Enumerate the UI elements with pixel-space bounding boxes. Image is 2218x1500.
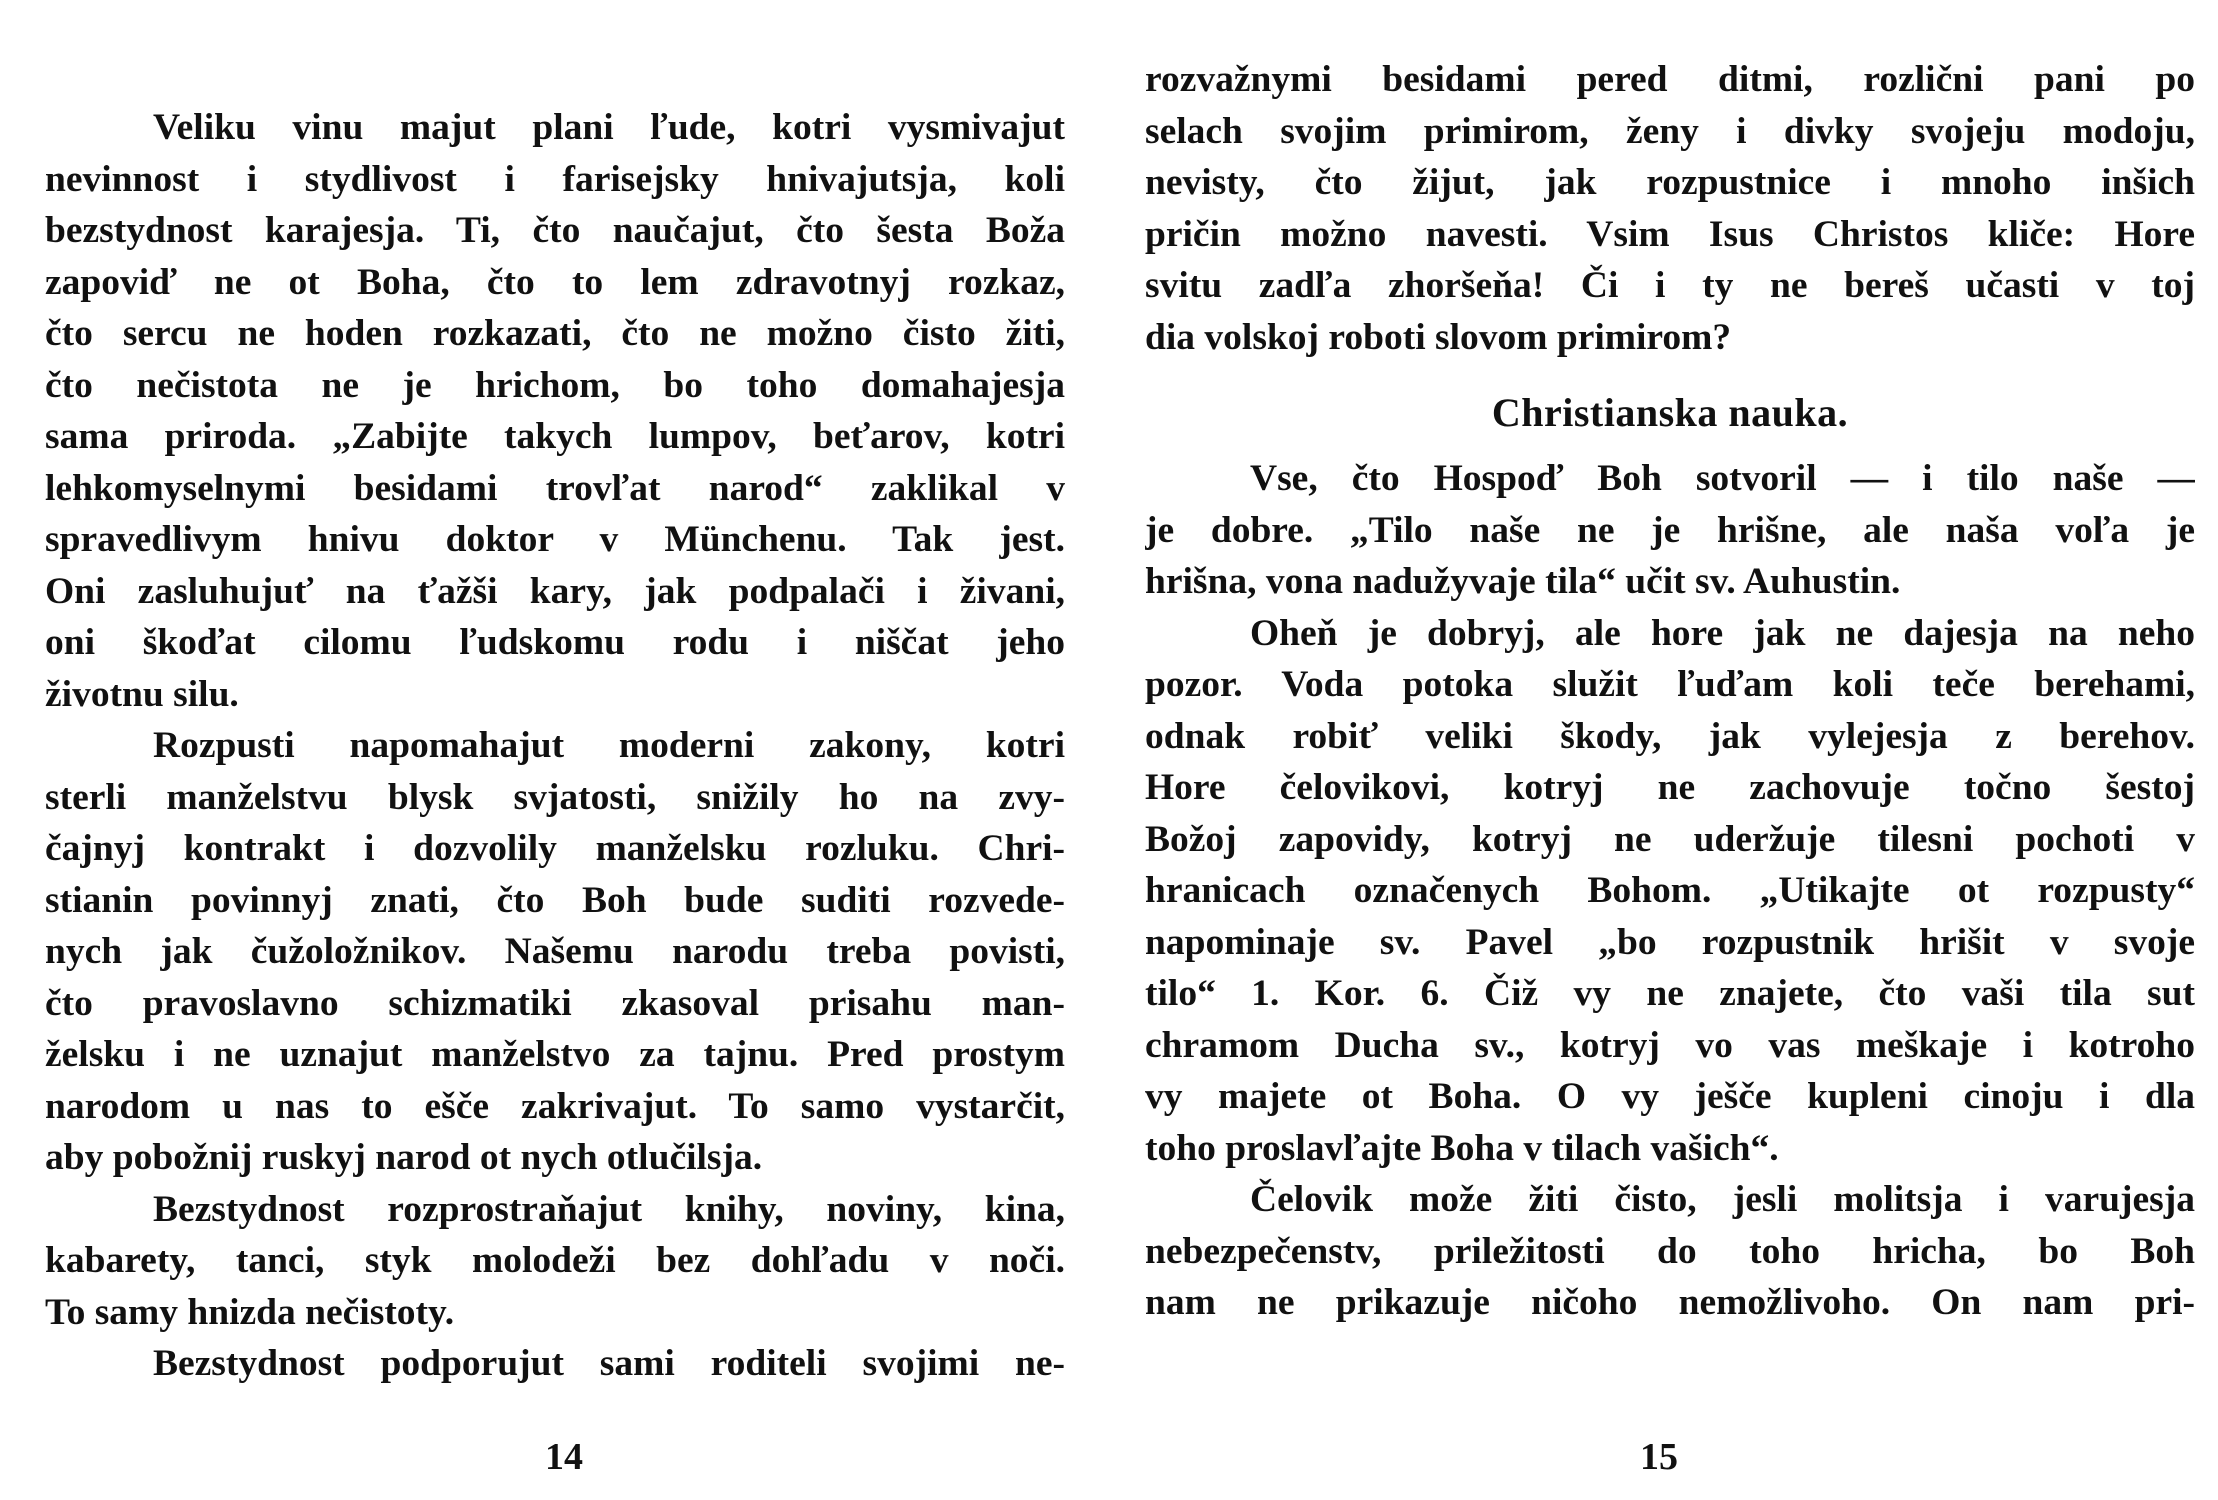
- text-line: odnak robiť veliki škody, jak vylejesja z berehov.: [1145, 715, 2195, 757]
- text-line: nam ne prikazuje ničoho nemožlivoho. On nam pri-: [1145, 1282, 2195, 1323]
- text-line: čto pravoslavno schizmatiki zkasoval prisahu man-: [45, 982, 1065, 1024]
- text-line: selach svojim primirom, ženy i divky svojeju modoju,: [1145, 110, 2195, 152]
- text-line: narodom u nas to eščе zakrivajut. To samo vystarčit,: [45, 1085, 1065, 1127]
- right-page-text: [1145, 54, 2195, 1329]
- text-line: dia volskoj roboti slovom primirom?: [1145, 316, 1732, 358]
- text-line: stianin povinnyj znati, čto Boh bude suditi rozvede-: [45, 879, 1065, 921]
- text-line: Čelovik može žiti čisto, jesli molitsja i varujesja: [1250, 1179, 2195, 1220]
- text-line: čajnyj kontrakt i dozvolily manželsku rozluku. Chri-: [45, 828, 1065, 869]
- text-line: nych jak čužoložnikov. Našemu narodu treba povisti,: [45, 931, 1065, 972]
- text-line: zapoviď ne ot Boha, čto to lem zdravotnyj rozkaz,: [45, 261, 1065, 303]
- right-page-text-after-heading: [1145, 453, 2195, 1329]
- text-line: životnu silu.: [45, 673, 239, 715]
- left-page-text: [45, 102, 1065, 1390]
- right-page-number: 15: [1640, 1436, 1678, 1478]
- section-heading: Christianska nauka.: [1491, 390, 1849, 435]
- text-line: Oheň je dobryj, ale hore jak ne dajesja na neho: [1250, 612, 2195, 654]
- text-line: sama priroda. „Zabijte takych lumpov, beťarov, kotri: [45, 416, 1065, 457]
- text-line: nevisty, čto žijut, jak rozpustnice i mnoho inšich: [1145, 162, 2195, 203]
- right-page-text-before-heading: [1145, 54, 2195, 363]
- text-line: Rozpusti napomahajut moderni zakony, kotri: [153, 725, 1065, 766]
- text-line: To samy hnizda nečistoty.: [45, 1291, 455, 1333]
- text-line: Božoj zapovidy, kotryj ne uderžuje tilesni pochoti v: [1145, 818, 2195, 860]
- text-line: toho proslavľajte Boha v tilach vašich“.: [1145, 1127, 1779, 1169]
- text-line: Vse, čto Hospoď Boh sotvoril — i tilo naše —: [1250, 458, 2195, 499]
- text-line: kabarety, tanci, styk molodeži bez dohľadu v noči.: [45, 1240, 1065, 1281]
- text-line: tilo“ 1. Kor. 6. Čiž vy ne znajete, čto vaši tila sut: [1145, 973, 2195, 1014]
- text-line: svitu zadľa zhoršeňa! Či i ty ne bereš učasti v toj: [1145, 265, 2195, 306]
- text-line: je dobre. „Tilo naše ne je hrišne, ale naša voľa je: [1145, 509, 2195, 551]
- left-page-number: 14: [545, 1436, 583, 1478]
- text-line: Bezstydnost rozprostraňajut knihy, noviny, kina,: [153, 1188, 1065, 1230]
- text-line: čto nečistota ne je hrichom, bo toho domahajesja: [45, 364, 1065, 406]
- text-line: oni škoďat cilomu ľudskomu rodu i niščat jeho: [45, 622, 1065, 663]
- text-line: želsku i ne uznajut manželstvo za tajnu. Pred prostym: [45, 1034, 1065, 1075]
- text-line: Bezstydnost podporujut sami roditeli svojimi ne-: [153, 1343, 1065, 1384]
- right-page: [1145, 0, 2195, 1500]
- book-gutter: [1105, 0, 1106, 1500]
- text-line: sterli manželstvu blysk svjatosti, snižily ho na zvy-: [45, 776, 1065, 818]
- left-page: [45, 0, 1065, 1500]
- text-line: pričin možno navesti. Vsim Isus Christos kliče: Hore: [1145, 213, 2195, 255]
- text-line: pozor. Voda potoka služit ľuďam koli teče berehami,: [1145, 664, 2195, 705]
- text-line: vy majete ot Boha. O vy ješčе kupleni cinoju i dla: [1145, 1076, 2195, 1117]
- text-line: spravedlivym hnivu doktor v Münchenu. Tak jest.: [45, 519, 1065, 560]
- text-line: aby pobožnij ruskyj narod ot nych otlučilsja.: [45, 1137, 763, 1178]
- text-line: nevinnost i stydlivost i farisejsky hnivajutsja, koli: [45, 158, 1065, 200]
- text-line: čto sercu ne hoden rozkazati, čto ne možno čisto žiti,: [45, 313, 1065, 354]
- text-line: napominaje sv. Pavel „bo rozpustnik hrišit v svoje: [1145, 921, 2195, 963]
- text-line: chramom Ducha sv., kotryj vo vas meškaje i kotroho: [1145, 1024, 2195, 1066]
- text-line: hranicach označenych Bohom. „Utikajte ot rozpusty“: [1145, 870, 2195, 911]
- text-line: rozvažnymi besidami pered ditmi, rozlični pani po: [1145, 59, 2195, 100]
- text-line: lehkomyselnymi besidami trovľat narod“ zaklikal v: [45, 467, 1065, 509]
- text-line: hrišna, vona nadužyvaje tila“ učit sv. Auhustin.: [1145, 561, 1901, 602]
- text-line: Veliku vinu majut plani ľude, kotri vysmivajut: [153, 107, 1065, 148]
- text-line: bezstydnost karajesja. Ti, čto naučajut, čto šesta Boža: [45, 210, 1065, 251]
- text-line: nebezpečenstv, priležitosti do toho hricha, bo Boh: [1145, 1230, 2195, 1272]
- text-line: Hore čelovikovi, kotryj ne zachovuje točno šestoj: [1145, 767, 2195, 808]
- text-line: Oni zasluhujuť na ťažši kary, jak podpalači i živani,: [45, 570, 1065, 612]
